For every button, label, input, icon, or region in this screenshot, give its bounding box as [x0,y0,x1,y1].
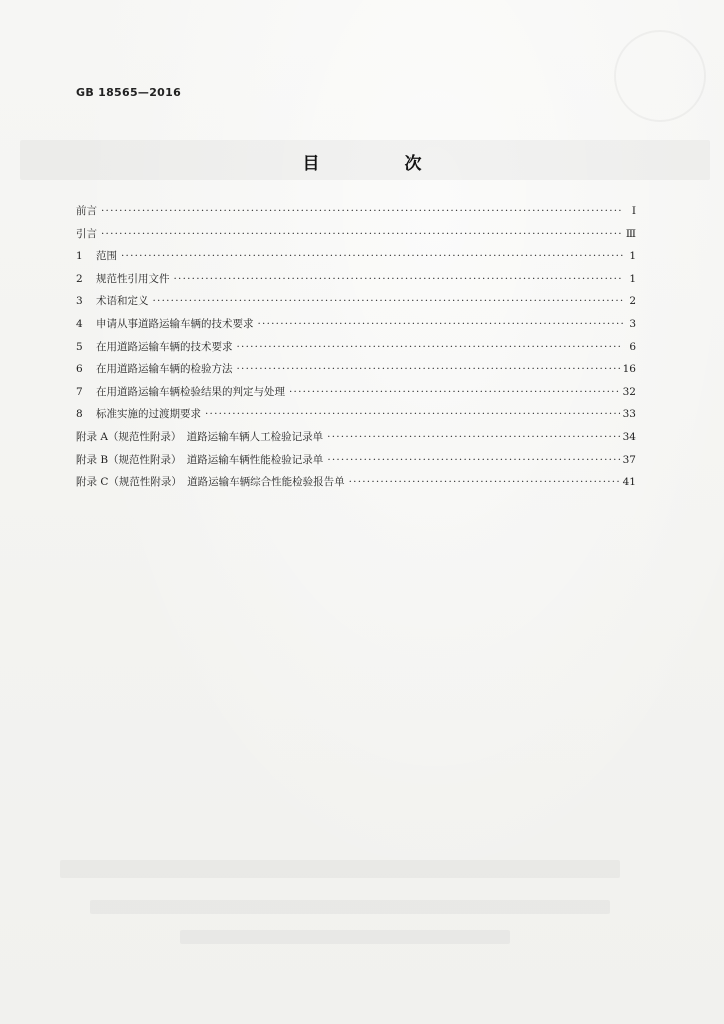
toc-entry-text [76,293,149,308]
toc-entry[interactable] [76,293,636,316]
toc-entry[interactable] [76,339,636,362]
toc-entry-text [76,361,233,376]
toc-entry[interactable] [76,361,636,384]
toc-entry[interactable] [76,429,636,452]
toc-page-number: 37 [622,453,636,466]
toc-leader-dots [121,250,623,262]
toc-page-number: 33 [622,408,636,421]
bleedthrough-band [60,860,620,878]
toc-leader-dots [101,205,623,217]
toc-entry-number: 5 [76,340,83,353]
standard-number: GB 18565—2016 [76,86,182,99]
toc-entry-text [76,226,97,241]
toc-entry-title: 附录 A（规范性附录） 道路运输车辆人工检验记录单 [76,430,324,443]
toc-entry[interactable] [76,248,636,271]
toc-entry-number: 1 [76,250,83,263]
toc-entry-number: 6 [76,363,83,376]
toc-entry-title: 附录 C（规范性附录） 道路运输车辆综合性能检验报告单 [76,476,345,489]
toc-leader-dots [327,431,619,443]
toc-page-number: Ⅰ [631,205,636,217]
toc-page-number: 3 [629,317,636,330]
toc-entry-text [76,452,323,467]
toc-entry[interactable] [76,203,636,226]
toc-page-number: Ⅲ [625,227,636,240]
toc-entry[interactable] [76,271,636,294]
toc-entry-number: 8 [76,408,83,421]
toc-entry-title: 范围 [96,250,117,263]
toc-entry[interactable] [76,406,636,429]
toc-entry[interactable] [76,474,636,497]
toc-page-number: 1 [629,272,636,285]
toc-entry-title: 在用道路运输车辆的检验方法 [96,363,233,376]
toc-leader-dots [153,295,624,307]
toc-page-number: 41 [622,476,636,489]
toc-entry-title: 标准实施的过渡期要求 [96,408,201,421]
toc-entry-text [76,429,323,444]
toc-entry-number: 4 [76,317,83,330]
toc-leader-dots [205,408,620,420]
toc-entry-title: 在用道路运输车辆的技术要求 [96,340,233,353]
toc-entry-title: 术语和定义 [96,295,149,308]
toc-title: 目 次 [302,154,456,174]
toc-entry-text [76,384,285,399]
toc-entry[interactable] [76,226,636,249]
toc-entry-text [76,203,97,218]
toc-leader-dots [101,228,623,240]
toc-entry-text [76,271,170,286]
toc-entry-title: 在用道路运输车辆检验结果的判定与处理 [96,385,285,398]
toc-entry-title: 前言 [76,205,97,217]
faint-seal-bleedthrough [614,30,706,122]
toc-page-number: 16 [622,363,636,376]
bleedthrough-band [180,930,510,944]
toc-entry-title: 附录 B（规范性附录） 道路运输车辆性能检验记录单 [76,453,324,466]
bleedthrough-band [90,900,610,914]
toc-leader-dots [349,476,620,488]
toc-page-number: 32 [622,385,636,398]
toc-page-number: 34 [622,430,636,443]
toc-leader-dots [327,454,619,466]
toc-entry-number: 7 [76,385,83,398]
toc-page-number: 1 [629,250,636,263]
toc-leader-dots [237,341,624,353]
toc-entry-number: 2 [76,272,83,285]
toc-leader-dots [258,318,624,330]
toc-page-number: 6 [629,340,636,353]
toc-entry-number: 3 [76,295,83,308]
toc-entry-text [76,316,254,331]
toc-leader-dots [289,386,620,398]
toc-entry-title: 规范性引用文件 [96,272,170,285]
toc-entry-text [76,248,117,263]
toc-entry-title: 申请从事道路运输车辆的技术要求 [96,317,254,330]
toc-entry-text [76,474,345,489]
toc-page-number: 2 [629,295,636,308]
toc-leader-dots [237,363,620,375]
toc-entry[interactable] [76,384,636,407]
toc-entry[interactable] [76,316,636,339]
toc-entry[interactable] [76,452,636,475]
toc-leader-dots [174,273,624,285]
toc-entry-text [76,339,233,354]
toc-entry-text [76,406,201,421]
toc-entry-title: 引言 [76,227,97,240]
table-of-contents [76,203,636,497]
